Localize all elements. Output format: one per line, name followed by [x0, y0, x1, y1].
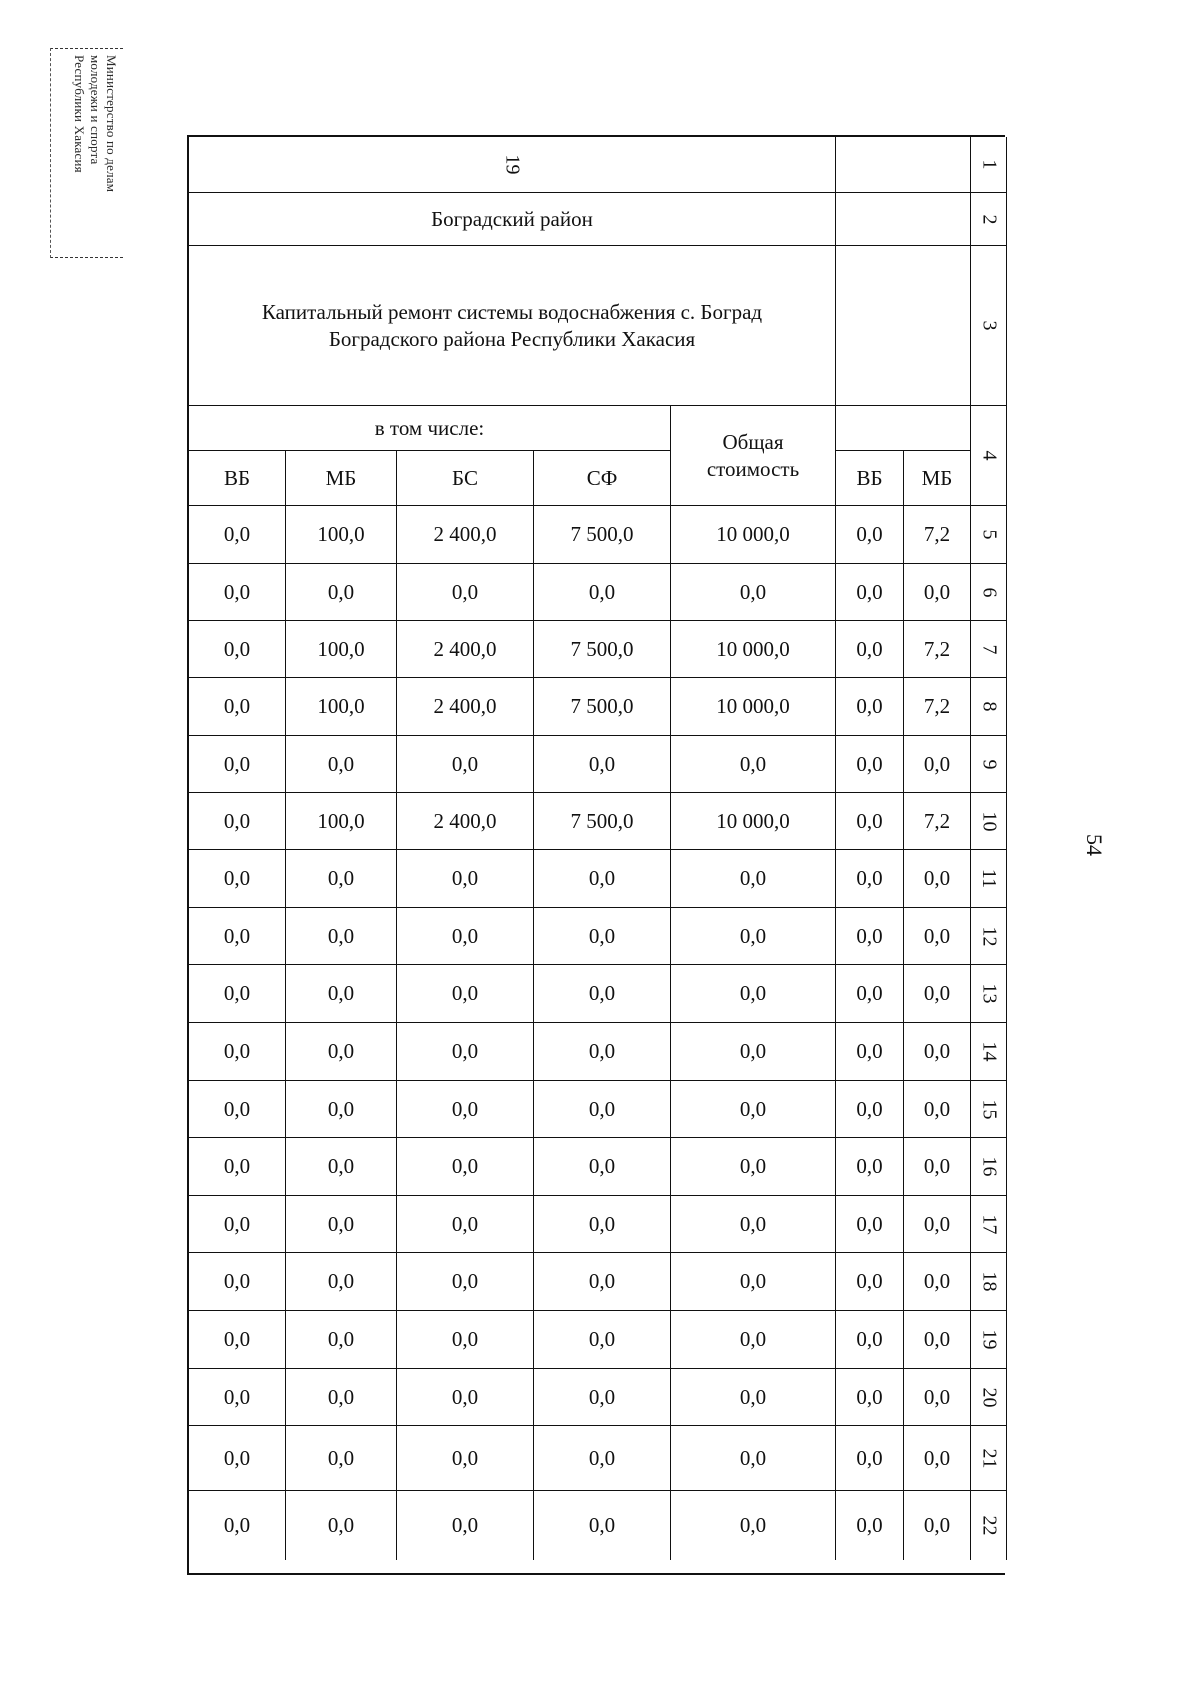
empty-cell	[836, 137, 971, 193]
cell-mb-right: 0,0	[904, 736, 971, 793]
cell-total: 10 000,0	[671, 678, 836, 736]
column-header-vb-right: ВБ	[836, 451, 904, 506]
cell-sf: 0,0	[534, 1253, 671, 1311]
row-number-cell: 19	[971, 1311, 1007, 1369]
cell-vb-right: 0,0	[836, 850, 904, 908]
cell-total: 0,0	[671, 1138, 836, 1196]
registration-stamp	[50, 48, 123, 258]
cell-vb: 0,0	[189, 1491, 286, 1560]
cell-total: 0,0	[671, 1491, 836, 1560]
page-number: 54	[1082, 834, 1107, 856]
cell-vb: 0,0	[189, 1426, 286, 1491]
cell-vb-right: 0,0	[836, 564, 904, 621]
cell-vb-right: 0,0	[836, 506, 904, 564]
row-number-cell: 1	[971, 137, 1007, 193]
cell-sf: 0,0	[534, 1138, 671, 1196]
row-number-cell: 16	[971, 1138, 1007, 1196]
cell-bs: 0,0	[397, 1311, 534, 1369]
cell-mb: 0,0	[286, 908, 397, 965]
row-number-cell: 11	[971, 850, 1007, 908]
cell-mb-right: 0,0	[904, 564, 971, 621]
cell-bs: 2 400,0	[397, 506, 534, 564]
cell-vb-right: 0,0	[836, 1311, 904, 1369]
cell-mb: 100,0	[286, 678, 397, 736]
cell-bs: 0,0	[397, 1023, 534, 1081]
cell-mb: 100,0	[286, 621, 397, 678]
cell-total: 0,0	[671, 1081, 836, 1138]
cell-sf: 0,0	[534, 564, 671, 621]
cell-mb-right: 0,0	[904, 850, 971, 908]
cell-sf: 7 500,0	[534, 678, 671, 736]
cell-sf: 0,0	[534, 965, 671, 1023]
cell-mb-right: 0,0	[904, 965, 971, 1023]
cell-bs: 0,0	[397, 564, 534, 621]
cell-mb-right: 0,0	[904, 1196, 971, 1253]
cell-bs: 2 400,0	[397, 793, 534, 850]
column-header-mb-right: МБ	[904, 451, 971, 506]
cell-vb: 0,0	[189, 621, 286, 678]
cell-bs: 0,0	[397, 1081, 534, 1138]
in-total-header: в том числе:	[189, 406, 671, 451]
column-header-vb: ВБ	[189, 451, 286, 506]
row-number-cell: 15	[971, 1081, 1007, 1138]
cell-bs: 0,0	[397, 1369, 534, 1426]
row-number-cell: 2	[971, 193, 1007, 246]
cell-vb-right: 0,0	[836, 678, 904, 736]
cell-mb-right: 0,0	[904, 1253, 971, 1311]
cell-total: 0,0	[671, 1253, 836, 1311]
cell-mb: 0,0	[286, 564, 397, 621]
cell-vb-right: 0,0	[836, 1369, 904, 1426]
cell-mb: 0,0	[286, 1023, 397, 1081]
row-number-cell: 9	[971, 736, 1007, 793]
cell-vb: 0,0	[189, 793, 286, 850]
cell-total: 10 000,0	[671, 506, 836, 564]
cell-vb-right: 0,0	[836, 1081, 904, 1138]
cell-total: 0,0	[671, 1196, 836, 1253]
cell-mb-right: 0,0	[904, 1023, 971, 1081]
cell-total: 0,0	[671, 965, 836, 1023]
cell-mb-right: 0,0	[904, 908, 971, 965]
stamp-text	[51, 49, 123, 257]
cell-mb: 100,0	[286, 793, 397, 850]
cell-mb-right: 0,0	[904, 1081, 971, 1138]
cell-mb-right: 0,0	[904, 1369, 971, 1426]
cell-total: 0,0	[671, 1023, 836, 1081]
cell-vb-right: 0,0	[836, 965, 904, 1023]
cell-mb-right: 0,0	[904, 1426, 971, 1491]
row-number-cell: 17	[971, 1196, 1007, 1253]
cell-bs: 0,0	[397, 1491, 534, 1560]
cell-total: 10 000,0	[671, 793, 836, 850]
row-number-cell: 20	[971, 1369, 1007, 1426]
cell-mb: 0,0	[286, 1196, 397, 1253]
cell-mb: 0,0	[286, 1311, 397, 1369]
cell-bs: 0,0	[397, 965, 534, 1023]
cell-total: 0,0	[671, 908, 836, 965]
row-number-cell: 3	[971, 246, 1007, 406]
row-number-cell: 8	[971, 678, 1007, 736]
column-header-sf: СФ	[534, 451, 671, 506]
row-number-cell: 6	[971, 564, 1007, 621]
cell-bs: 0,0	[397, 1138, 534, 1196]
row-number-cell: 18	[971, 1253, 1007, 1311]
cell-total: 0,0	[671, 564, 836, 621]
cell-mb-right: 7,2	[904, 506, 971, 564]
empty-cell	[836, 406, 971, 451]
cell-vb-right: 0,0	[836, 1491, 904, 1560]
column-header-bs: БС	[397, 451, 534, 506]
cell-vb-right: 0,0	[836, 1196, 904, 1253]
cell-vb-right: 0,0	[836, 736, 904, 793]
cell-bs: 0,0	[397, 1196, 534, 1253]
cell-bs: 0,0	[397, 736, 534, 793]
district-cell: Боградский район	[189, 193, 836, 246]
cell-vb: 0,0	[189, 736, 286, 793]
cell-sf: 0,0	[534, 1369, 671, 1426]
cell-vb: 0,0	[189, 850, 286, 908]
row-number-cell: 21	[971, 1426, 1007, 1491]
cell-vb: 0,0	[189, 506, 286, 564]
cell-vb: 0,0	[189, 1196, 286, 1253]
row-number-cell: 14	[971, 1023, 1007, 1081]
cell-mb-right: 0,0	[904, 1138, 971, 1196]
cell-bs: 0,0	[397, 1426, 534, 1491]
cell-sf: 7 500,0	[534, 793, 671, 850]
empty-cell	[836, 246, 971, 406]
cell-sf: 0,0	[534, 850, 671, 908]
cell-total: 0,0	[671, 1311, 836, 1369]
cell-vb-right: 0,0	[836, 793, 904, 850]
project-title-cell: Капитальный ремонт системы водоснабжения с. Боград Боградского района Республики Хакасия	[189, 246, 836, 406]
row-number-cell: 7	[971, 621, 1007, 678]
cell-bs: 0,0	[397, 1253, 534, 1311]
cell-vb-right: 0,0	[836, 908, 904, 965]
total-cost-header: Общая стоимость	[671, 406, 836, 506]
row-number-cell: 5	[971, 506, 1007, 564]
stamp-line: молодежи и спорта	[88, 55, 103, 165]
cell-total: 0,0	[671, 1426, 836, 1491]
cell-vb-right: 0,0	[836, 1138, 904, 1196]
row-number-cell: 12	[971, 908, 1007, 965]
cell-vb: 0,0	[189, 908, 286, 965]
cell-sf: 0,0	[534, 1081, 671, 1138]
row-number-cell: 4	[971, 406, 1007, 506]
cell-vb: 0,0	[189, 1138, 286, 1196]
cell-mb: 0,0	[286, 850, 397, 908]
empty-cell	[836, 193, 971, 246]
row-number-cell: 13	[971, 965, 1007, 1023]
cell-vb: 0,0	[189, 1081, 286, 1138]
row-number-cell: 10	[971, 793, 1007, 850]
cell-sf: 0,0	[534, 736, 671, 793]
row-number-cell: 22	[971, 1491, 1007, 1560]
cell-mb-right: 7,2	[904, 678, 971, 736]
cell-sf: 0,0	[534, 1426, 671, 1491]
cell-total: 0,0	[671, 1369, 836, 1426]
cell-vb-right: 0,0	[836, 621, 904, 678]
cell-bs: 0,0	[397, 908, 534, 965]
cell-total: 10 000,0	[671, 621, 836, 678]
cell-mb: 0,0	[286, 736, 397, 793]
stamp-line: Министерство по делам	[104, 55, 119, 193]
column-header-mb: МБ	[286, 451, 397, 506]
cell-bs: 2 400,0	[397, 678, 534, 736]
cell-sf: 7 500,0	[534, 621, 671, 678]
cell-sf: 0,0	[534, 908, 671, 965]
cell-vb-right: 0,0	[836, 1023, 904, 1081]
cell-mb: 0,0	[286, 1081, 397, 1138]
cell-vb: 0,0	[189, 1311, 286, 1369]
cell-vb: 0,0	[189, 1369, 286, 1426]
cell-bs: 2 400,0	[397, 621, 534, 678]
stamp-line: Республики Хакасия	[72, 55, 87, 173]
cell-vb: 0,0	[189, 1253, 286, 1311]
cell-vb: 0,0	[189, 1023, 286, 1081]
cell-mb: 0,0	[286, 1253, 397, 1311]
cell-vb-right: 0,0	[836, 1253, 904, 1311]
cell-sf: 7 500,0	[534, 506, 671, 564]
cell-sf: 0,0	[534, 1023, 671, 1081]
object-number-cell: 19	[189, 137, 836, 193]
cell-mb: 0,0	[286, 1491, 397, 1560]
cell-mb-right: 0,0	[904, 1311, 971, 1369]
cell-sf: 0,0	[534, 1196, 671, 1253]
cell-mb: 0,0	[286, 1369, 397, 1426]
cell-vb: 0,0	[189, 564, 286, 621]
cell-mb: 0,0	[286, 1426, 397, 1491]
cell-mb-right: 0,0	[904, 1491, 971, 1560]
cell-total: 0,0	[671, 736, 836, 793]
cell-mb: 100,0	[286, 506, 397, 564]
cell-mb-right: 7,2	[904, 621, 971, 678]
cell-mb: 0,0	[286, 1138, 397, 1196]
cell-total: 0,0	[671, 850, 836, 908]
cell-vb-right: 0,0	[836, 1426, 904, 1491]
cell-sf: 0,0	[534, 1491, 671, 1560]
cell-mb: 0,0	[286, 965, 397, 1023]
cell-vb: 0,0	[189, 678, 286, 736]
cell-mb-right: 7,2	[904, 793, 971, 850]
cell-sf: 0,0	[534, 1311, 671, 1369]
cell-bs: 0,0	[397, 850, 534, 908]
data-table	[187, 135, 1005, 1575]
cell-vb: 0,0	[189, 965, 286, 1023]
